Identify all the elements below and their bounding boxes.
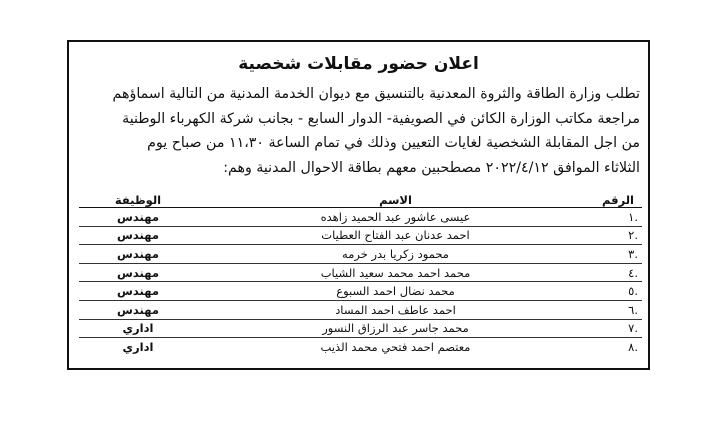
row-number: .٨ [628, 339, 638, 354]
row-name: محمود زكريا بدر خرمه [197, 245, 594, 264]
row-job: مهندس [79, 208, 197, 227]
paragraph-line: مراجعة مكاتب الوزارة الكائن في الصويفية- الدوار السابع - بجانب شركة الكهرباء الوطنية [122, 110, 640, 127]
row-number: .٦ [594, 300, 642, 319]
row-name: محمد احمد محمد سعيد الشياب [197, 263, 594, 282]
row-number: .٢ [594, 226, 642, 245]
announcement-title: اعلان حضور مقابلات شخصية [238, 54, 479, 74]
row-number: .٧ [594, 319, 642, 338]
row-name: محمد جاسر عبد الرزاق النسور [197, 319, 594, 338]
row-job: مهندس [79, 300, 197, 319]
table-row [79, 226, 642, 245]
row-name: محمد نضال احمد السبوع [197, 282, 594, 301]
row-name: معتصم احمد فتحي محمد الذيب [320, 339, 471, 354]
paragraph-line: الثلاثاء الموافق ٢٠٢٢/٤/١٢ مصطحبين معهم بطاقة الاحوال المدنية وهم: [223, 159, 640, 176]
row-job: مهندس [79, 245, 197, 264]
row-name: احمد عاطف احمد المساد [197, 300, 594, 319]
paragraph-line: تطلب وزارة الطاقة والثروة المعدنية بالتنسيق مع ديوان الخدمة المدنية من التالية اسماؤهم [112, 86, 640, 102]
row-name: عيسى عاشور عبد الحميد زاهده [197, 208, 594, 227]
row-job: اداري [79, 319, 197, 338]
row-number: .٥ [594, 282, 642, 301]
row-job: اداري [122, 339, 154, 354]
header-job: الوظيفة [79, 193, 197, 208]
table-row [79, 319, 642, 338]
announcement-frame [67, 40, 650, 370]
row-job: مهندس [79, 226, 197, 245]
candidates-table [79, 193, 642, 356]
announcement-paragraph [79, 82, 640, 180]
table-header-row [79, 193, 642, 208]
header-number: الرقم [594, 193, 642, 208]
row-number: .٣ [594, 245, 642, 264]
table-row [79, 282, 642, 301]
table-row [79, 263, 642, 282]
table-row [79, 300, 642, 319]
paragraph-line: من اجل المقابلة الشخصية لغايات التعيين وذلك في تمام الساعة ١١،٣٠ من صباح يوم [147, 135, 640, 151]
row-number: .٤ [594, 263, 642, 282]
row-job: مهندس [79, 282, 197, 301]
table-row [79, 338, 642, 356]
row-job: مهندس [79, 263, 197, 282]
row-number: .١ [594, 208, 642, 227]
table-row [79, 245, 642, 264]
row-name: احمد عدنان عبد الفتاح العطيات [197, 226, 594, 245]
header-name: الاسم [197, 193, 594, 208]
table-row [79, 208, 642, 227]
